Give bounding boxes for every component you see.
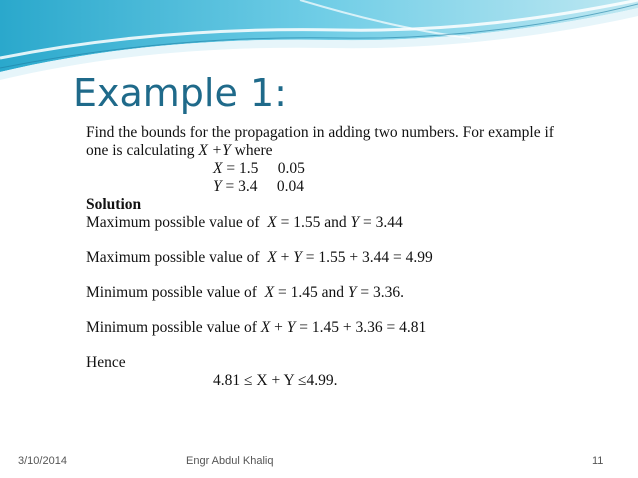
footer-author: Engr Abdul Khaliq (186, 455, 274, 467)
step-max-sum: Maximum possible value of X + Y = 1.55 + 3.44 = 4.99 (86, 249, 433, 266)
given-x: X = 1.5 0.05 (213, 160, 305, 177)
intro-expression: X +Y (198, 142, 231, 159)
result-inequality: 4.81 ≤ X + Y ≤4.99. (213, 372, 338, 389)
footer-date: 3/10/2014 (18, 455, 67, 467)
step-min-values: Minimum possible value of X = 1.45 and Y = 3.36. (86, 284, 405, 301)
intro-line-2: one is calculating X +Y where (86, 142, 273, 159)
hence-label: Hence (86, 354, 126, 371)
solution-label: Solution (86, 196, 142, 213)
step-min-sum: Minimum possible value of X + Y = 1.45 + 3.36 = 4.81 (86, 319, 427, 336)
slide-body (86, 124, 626, 390)
step-max-values: Maximum possible value of X = 1.55 and Y = 3.44 (86, 214, 403, 231)
header-wave-banner (0, 0, 638, 80)
slide-title: Example 1: (73, 71, 287, 115)
footer-page-number: 11 (592, 455, 604, 467)
given-y: Y = 3.4 0.04 (213, 178, 304, 195)
intro-line-1: Find the bounds for the propagation in adding two numbers. For example if (86, 124, 554, 141)
